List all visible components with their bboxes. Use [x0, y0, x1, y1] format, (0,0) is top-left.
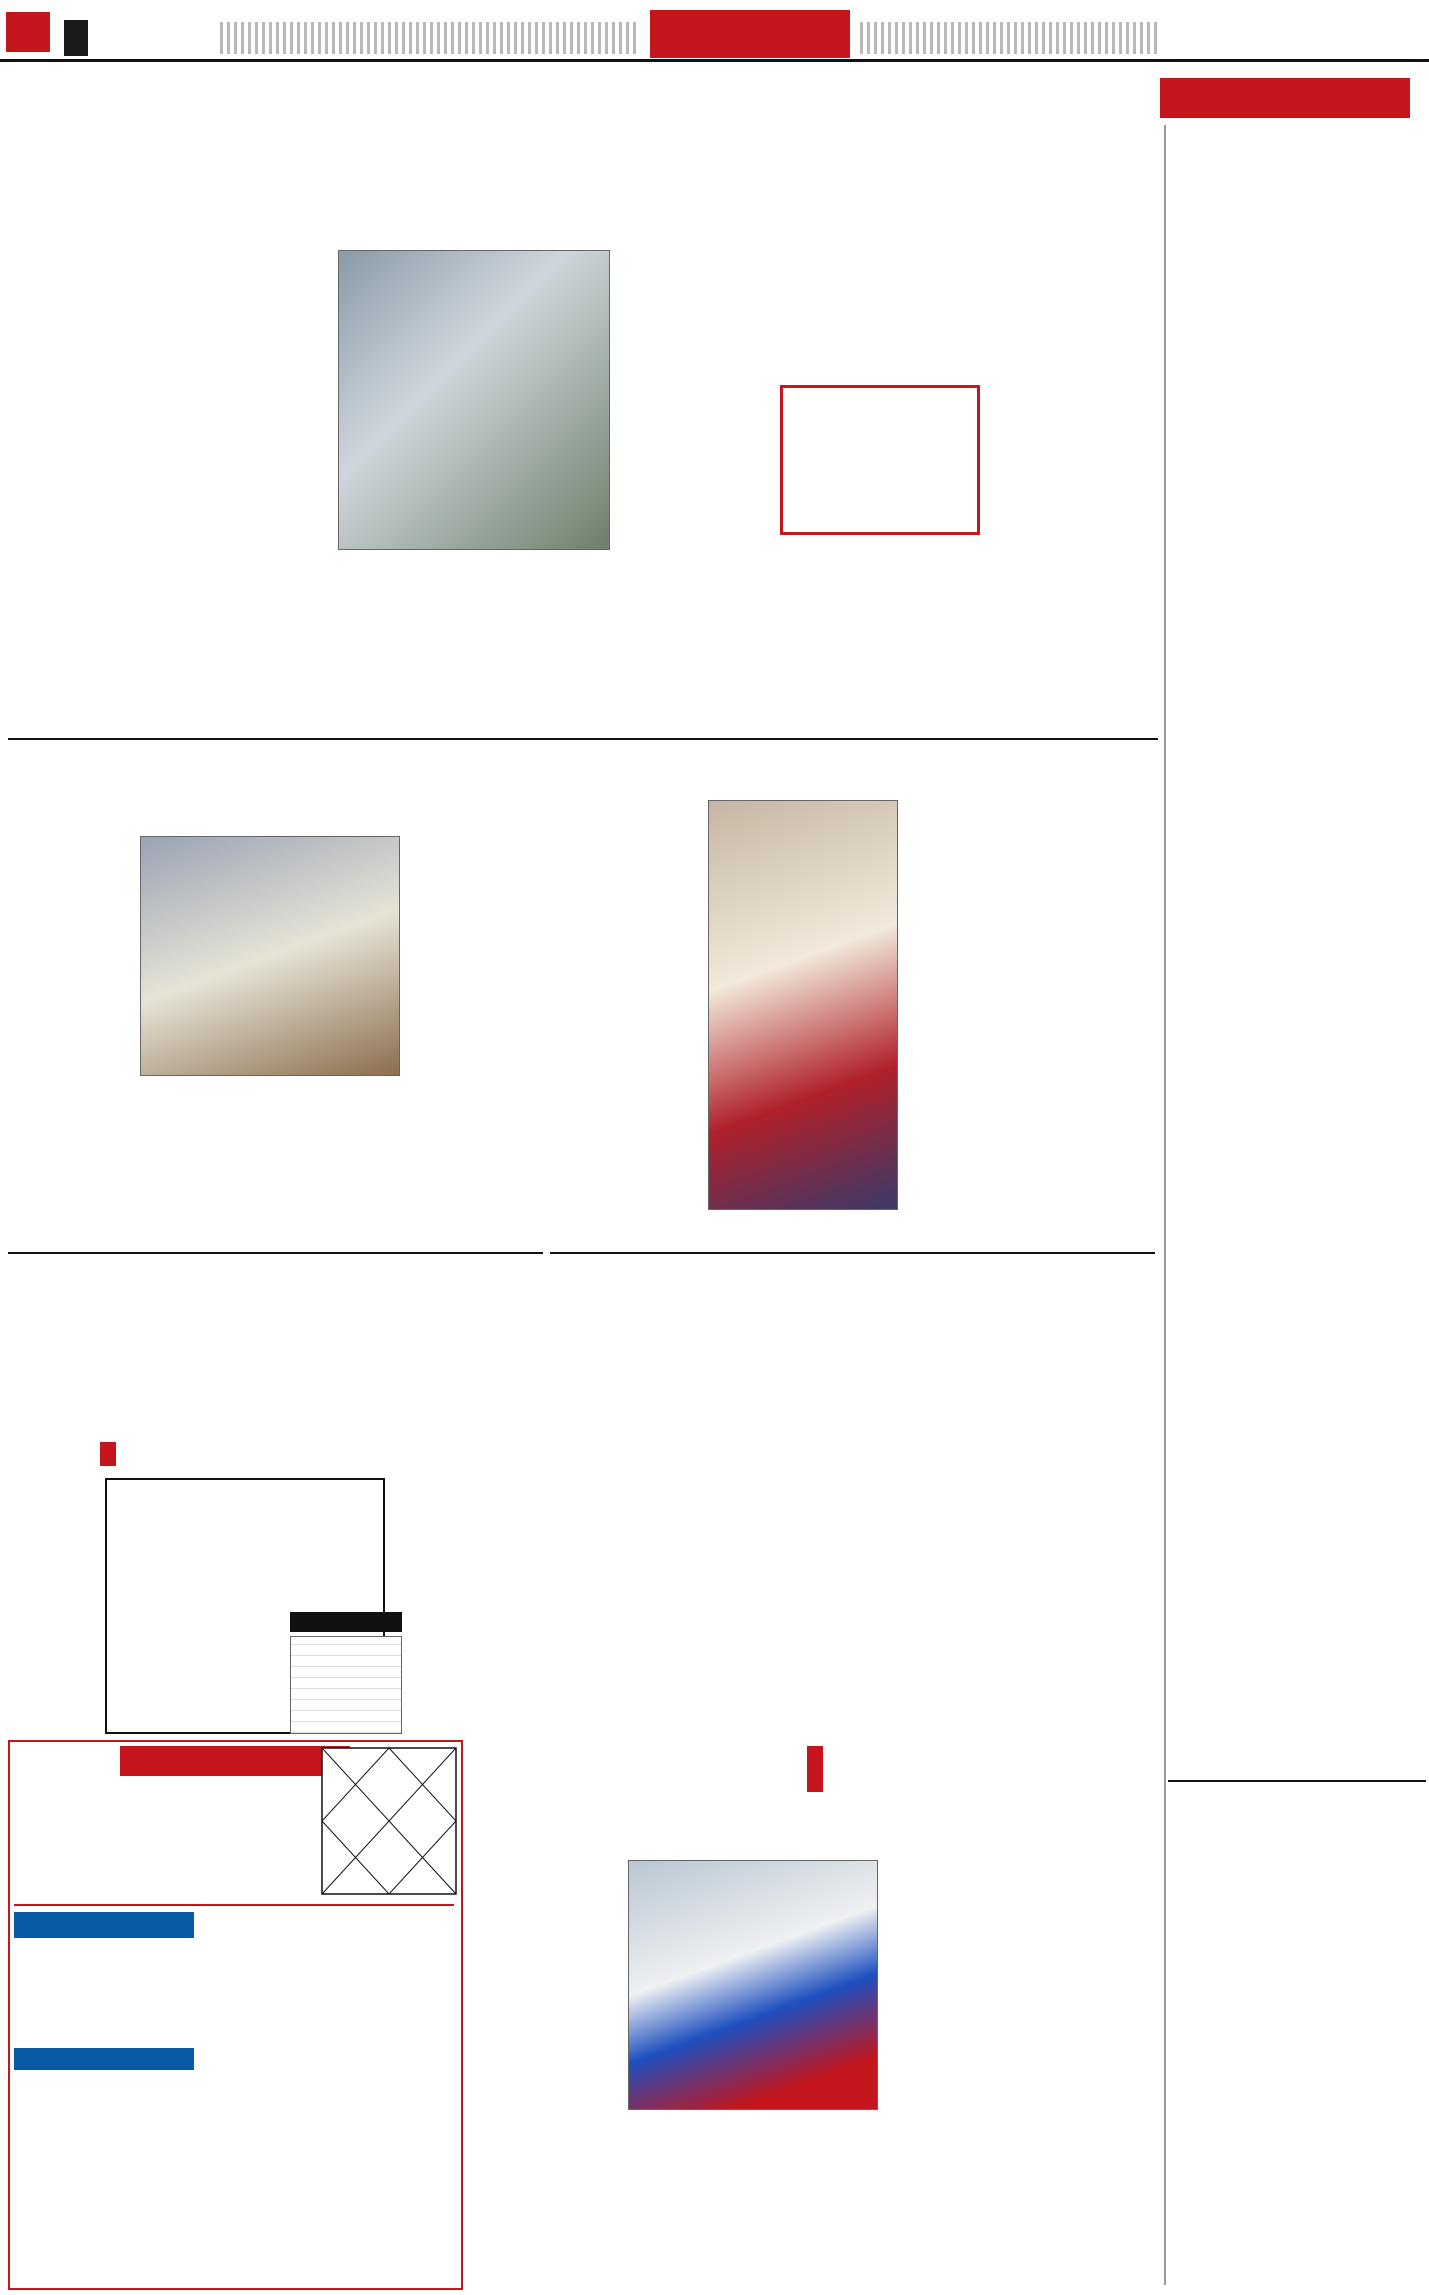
sudoku-solution-label [290, 1612, 402, 1632]
page-number [6, 12, 50, 52]
divider [1168, 1780, 1426, 1782]
decorative-stripes-right [860, 22, 1160, 54]
paper-name [64, 20, 88, 56]
sudoku-title [100, 1442, 116, 1466]
sudoku-instructions [290, 1478, 402, 1608]
lead-photo [338, 250, 610, 550]
dc-photo [140, 836, 400, 1076]
badminton-body-3 [1030, 800, 1155, 1240]
quick-body-2 [1172, 364, 1422, 664]
quick-body-5 [1172, 1368, 1422, 1648]
lead-body-col2 [338, 575, 610, 730]
kundli-banner [14, 1912, 194, 1938]
lead-body-col5 [986, 240, 1156, 730]
divider [550, 1252, 1155, 1254]
dc-body-3 [408, 836, 543, 1246]
horoscope-signs [14, 2076, 454, 2286]
sports-headline [470, 1742, 1160, 1796]
sports-body-2 [628, 2134, 878, 2284]
sports-photo [628, 1860, 878, 2110]
left-story-body [8, 82, 186, 642]
quick-body-1 [1172, 126, 1422, 356]
rain-body-1 [10, 1308, 135, 1433]
sports-body-1 [472, 1860, 622, 2285]
sudoku-solution-grid [290, 1636, 402, 1734]
left-story [8, 74, 186, 642]
badminton-body-2 [904, 800, 1024, 1240]
column-rule [1164, 125, 1166, 2285]
horoscope-title [120, 1746, 350, 1776]
badminton-photo [708, 800, 898, 1210]
quick-body-6 [1172, 1888, 1422, 2283]
sports-body-3 [884, 1860, 1156, 2285]
sdm-body-3 [964, 1352, 1154, 1772]
dc-body-1 [10, 836, 135, 1246]
rain-body-3 [408, 1308, 543, 1778]
sdm-body-2 [758, 1352, 958, 1772]
horoscope-signs-top [200, 1912, 455, 2072]
lead-body-col3 [618, 240, 758, 730]
kundli-chart [320, 1746, 458, 1896]
divider [8, 1252, 543, 1254]
kundli-daily [14, 2048, 194, 2070]
divider [14, 1904, 454, 1906]
badminton-body-1 [552, 800, 702, 1240]
quick-read-column [1172, 126, 1422, 1648]
sdm-body-1 [552, 1352, 752, 1772]
rain-body-2 [140, 1308, 265, 1433]
lead-body-col1 [196, 240, 331, 730]
section-label [650, 10, 850, 58]
dc-body-2 [140, 1100, 400, 1246]
quick-body-3 [1172, 672, 1422, 1022]
divider [8, 738, 1158, 740]
lead-quote [780, 385, 980, 535]
quick-body-4 [1172, 1030, 1422, 1360]
quick-read-label [1160, 78, 1410, 118]
horoscope-intro [14, 1800, 314, 1900]
decorative-stripes [220, 22, 640, 54]
sudoku-label [100, 1442, 280, 1472]
sports-headline-highlight [807, 1746, 823, 1792]
